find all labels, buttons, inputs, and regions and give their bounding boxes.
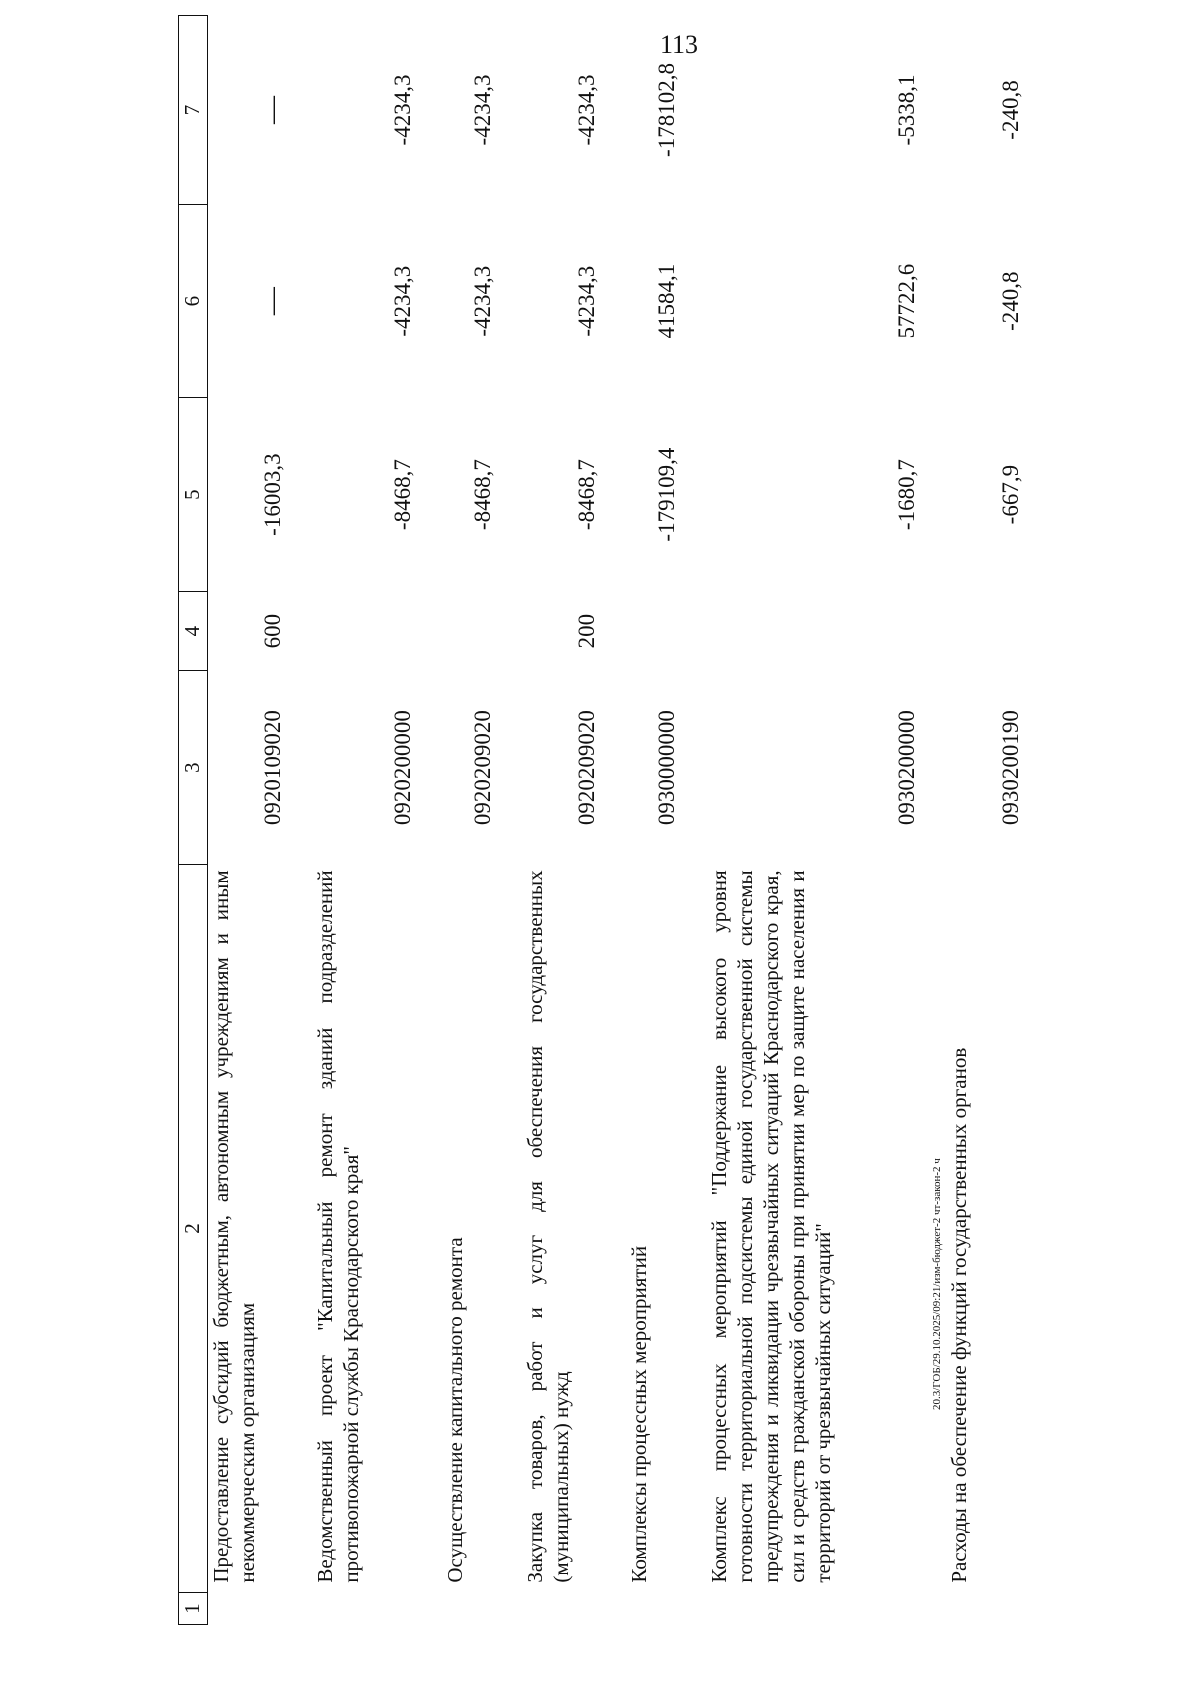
column-header: 3 <box>179 671 208 864</box>
value-col6: 41584,1 <box>653 263 679 339</box>
value-col5: -8468,7 <box>389 459 415 531</box>
row-name: Расходы на обеспечение функций государственных органов <box>946 1047 971 1583</box>
value-col7: — <box>256 95 288 124</box>
expense-type <box>920 591 1024 671</box>
row-name: Ведомственный проект "Капитальный ремонт зданий подразделений противопожарной службы Краснодарского края" <box>312 870 363 1583</box>
target-code: 0920209020 <box>573 710 599 826</box>
target-code: 0920209020 <box>469 710 495 826</box>
column-header: 4 <box>179 591 208 671</box>
expense-type <box>680 591 920 671</box>
column-header: 6 <box>179 204 208 397</box>
value-col5: -8468,7 <box>573 459 599 531</box>
row-name: Комплексы процессных мероприятий <box>626 1245 651 1583</box>
value-col5: -16003,3 <box>259 453 285 536</box>
value-col7: -5338,1 <box>893 74 919 146</box>
expense-type: 600 <box>259 613 285 649</box>
value-col6: -4234,3 <box>389 265 415 337</box>
target-code: 0930200190 <box>997 710 1023 826</box>
table-row <box>600 16 680 1625</box>
value-col6: 57722,6 <box>893 263 919 339</box>
target-code: 0920109020 <box>259 710 285 826</box>
column-header: 5 <box>179 398 208 591</box>
row-name: Закупка товаров, работ и услуг для обеспечения государственных (муниципальных) нужд <box>522 870 573 1583</box>
value-col6: -4234,3 <box>573 265 599 337</box>
value-col6: -240,8 <box>997 271 1023 331</box>
expense-type <box>416 591 496 671</box>
value-col7: -4234,3 <box>469 74 495 146</box>
value-col7: -4234,3 <box>389 74 415 146</box>
value-col5: -1680,7 <box>893 459 919 531</box>
table-row <box>286 16 416 1625</box>
target-code: 0930200000 <box>893 710 919 826</box>
expense-type <box>286 591 416 671</box>
value-col5: -8468,7 <box>469 459 495 531</box>
table-row <box>496 16 600 1625</box>
table-header-row <box>179 16 208 1625</box>
value-col5: -179109,4 <box>653 447 679 542</box>
target-code: 0930000000 <box>653 710 679 826</box>
budget-table-rotated <box>178 15 1023 1625</box>
value-col6: — <box>256 287 288 316</box>
value-col7: -4234,3 <box>573 74 599 146</box>
document-footer-code: 20.3/ГОБ/29.10.2025/09:21/изм-бюджет-2 чт-закон-2 ч <box>931 1158 943 1410</box>
target-code: 0920200000 <box>389 710 415 826</box>
column-header: 2 <box>179 864 208 1592</box>
value-col5: -667,9 <box>997 464 1023 525</box>
table-row <box>416 16 496 1625</box>
column-header: 7 <box>179 16 208 205</box>
expense-type: 200 <box>573 613 599 649</box>
table-row <box>680 16 920 1625</box>
table-row <box>208 16 286 1625</box>
row-name: Осуществление капитального ремонта <box>442 1237 467 1583</box>
value-col6: -4234,3 <box>469 265 495 337</box>
page-number: 113 <box>660 30 699 59</box>
value-col7: -178102,8 <box>653 63 679 157</box>
budget-table <box>178 15 1024 1625</box>
row-name: Комплекс процессных мероприятий "Поддержание высокого уровня готовности территориальной подсистемы единой государственной системы предупреждения и ликвидации чрезвычайных ситуаций Краснодарского края, сил и средств гражданской обороны при принятии мер по защите населения и территорий от чрезвычайных ситуаций" <box>706 870 835 1583</box>
row-name: Предоставление субсидий бюджетным, автономным учреждениям и иным некоммерческим организациям <box>209 870 259 1583</box>
expense-type <box>600 591 680 671</box>
column-header: 1 <box>179 1593 208 1625</box>
value-col7: -240,8 <box>997 80 1023 140</box>
